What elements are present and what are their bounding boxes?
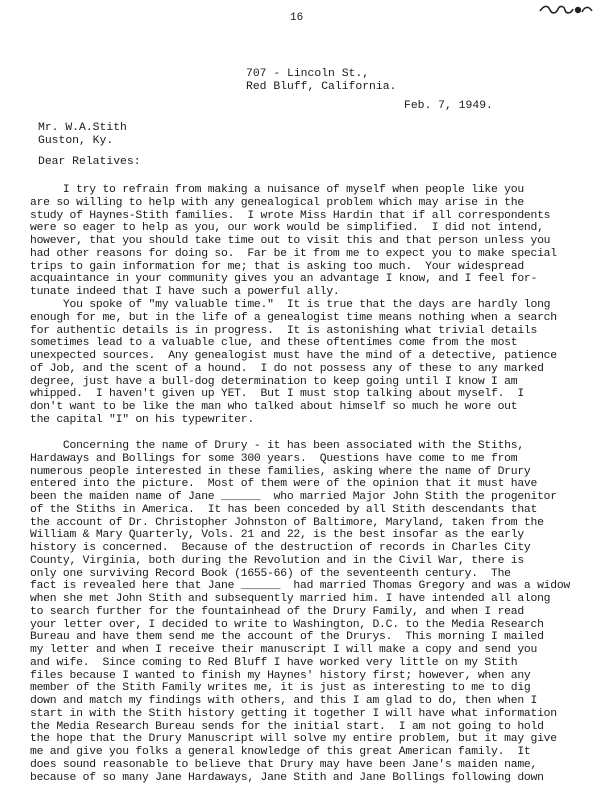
text-line: enough for me, but in the life of a genealogist time means nothing when a search (30, 311, 557, 324)
text-line: only one surviving Record Book (1655-66) of the seventeenth century. The (30, 567, 511, 580)
text-line: Hardaways and Bollings for some 300 years. Questions have come to me from (30, 452, 518, 465)
text-line: I try to refrain from making a nuisance of myself when people like you (30, 184, 524, 196)
text-line: unexpected sources. Any genealogist must have the mind of a detective, patience (30, 350, 557, 362)
text-line: entered into the picture. Most of them were of the opinion that it must have (30, 478, 538, 491)
page-number: 16 (290, 12, 304, 24)
text-line: trips to gain information for me; that is asking too much. Your widespread (30, 260, 524, 273)
text-line: are so willing to help with any genealogical problem which may arise in the (30, 196, 524, 209)
letter-date: Feb. 7, 1949. (404, 100, 493, 112)
salutation: Dear Relatives: (38, 156, 141, 168)
text-line: down and match my findings with others, and this I am glad to do, then when I (30, 695, 538, 707)
text-line: Bureau and have them send me the account of the Drurys. This morning I mailed (30, 631, 544, 644)
text-line: had other reasons for doing so. Far be it from me to expect you to make special (30, 247, 557, 260)
text-line: the Media Research Bureau sends for the initial start. I am not going to hold (30, 720, 544, 733)
text-line: numerous people interested in these families, asking where the name of Drury (30, 465, 531, 478)
text-line: the hope that the Drury Manuscript will solve my entire problem, but it may give (30, 733, 557, 746)
text-line: don't want to be like the man who talked about himself so much he wore out (30, 401, 518, 413)
text-line: to search further for the fountainhead of the Drury Family, and when I read (30, 605, 524, 618)
text-line: fact is revealed here that Jane ______ had married Thomas Gregory and was a widow (30, 580, 571, 593)
text-line: of the Stiths in America. It has been conceded by all Stith descendants that (30, 503, 538, 516)
text-line: when she met John Stith and subsequently married him. I have intended all along (30, 593, 551, 605)
text-line: the capital "I" on his typewriter. (30, 413, 254, 426)
text-line: William & Mary Quarterly, Vols. 21 and 22, is the best insofar as the early (30, 529, 524, 542)
text-line: the account of Dr. Christopher Johnston of Baltimore, Maryland, taken from the (30, 516, 544, 529)
text-line: however, that you should take time out to visit this and that person unless you (30, 235, 551, 247)
text-line: for authentic details is in progress. It is astonishing what trivial details (30, 324, 538, 337)
text-line: You spoke of "my valuable time." It is true that the days are hardly long (30, 299, 551, 311)
address-line-2: Red Bluff, California. (246, 81, 397, 93)
text-line: files because I wanted to finish my Haynes' history first; however, when any (30, 669, 531, 682)
text-line: were so eager to help as you, our work would be simplified. I did not intend, (30, 222, 544, 235)
text-line: been the maiden name of Jane ______ who married Major John Stith the progenitor (30, 491, 557, 503)
text-line: acquaintance in your community gives you an advantage I know, and I feel for- (30, 273, 538, 286)
recipient-name: Mr. W.A.Stith (38, 122, 127, 134)
handwritten-mark (538, 2, 594, 18)
text-line: whipped. I haven't given up YET. But I must stop talking about myself. I (30, 388, 524, 401)
text-line: me and give you folks a general knowledge of this great American family. It (30, 746, 531, 758)
text-line: start in with the Stith history getting it together I will have what information (30, 707, 557, 720)
text-line: study of Haynes-Stith families. I wrote Miss Hardin that if all correspondents (30, 209, 551, 222)
text-line: your letter over, I decided to write to Washington, D.C. to the Media Research (30, 618, 544, 631)
text-line: degree, just have a bull-dog determination to keep going until I know I am (30, 375, 518, 388)
text-line: sometimes lead to a valuable clue, and these oftentimes come from the most (30, 337, 518, 350)
text-line: and wife. Since coming to Red Bluff I have worked very little on my Stith (30, 656, 518, 669)
text-line: member of the Stith Family writes me, it is just as interesting to me to dig (30, 682, 531, 695)
text-line: of Job, and the scent of a hound. I do not possess any of these to any marked (30, 362, 544, 375)
text-line: does sound reasonable to believe that Drury may have been Jane's maiden name, (30, 758, 538, 771)
recipient-location: Guston, Ky. (38, 135, 114, 147)
text-line: my letter and when I receive their manuscript I will make a copy and send you (30, 644, 538, 656)
text-line: history is concerned. Because of the destruction of records in Charles City (30, 542, 531, 554)
text-line: County, Virginia, both during the Revolution and in the Civil War, there is (30, 554, 524, 567)
text-line: tunate indeed that I have such a powerful ally. (30, 286, 340, 298)
text-line: Concerning the name of Drury - it has been associated with the Stiths, (30, 440, 524, 452)
address-line-1: 707 - Lincoln St., (246, 68, 370, 80)
text-line: because of so many Jane Hardaways, Jane Stith and Jane Bollings following down (30, 771, 544, 784)
